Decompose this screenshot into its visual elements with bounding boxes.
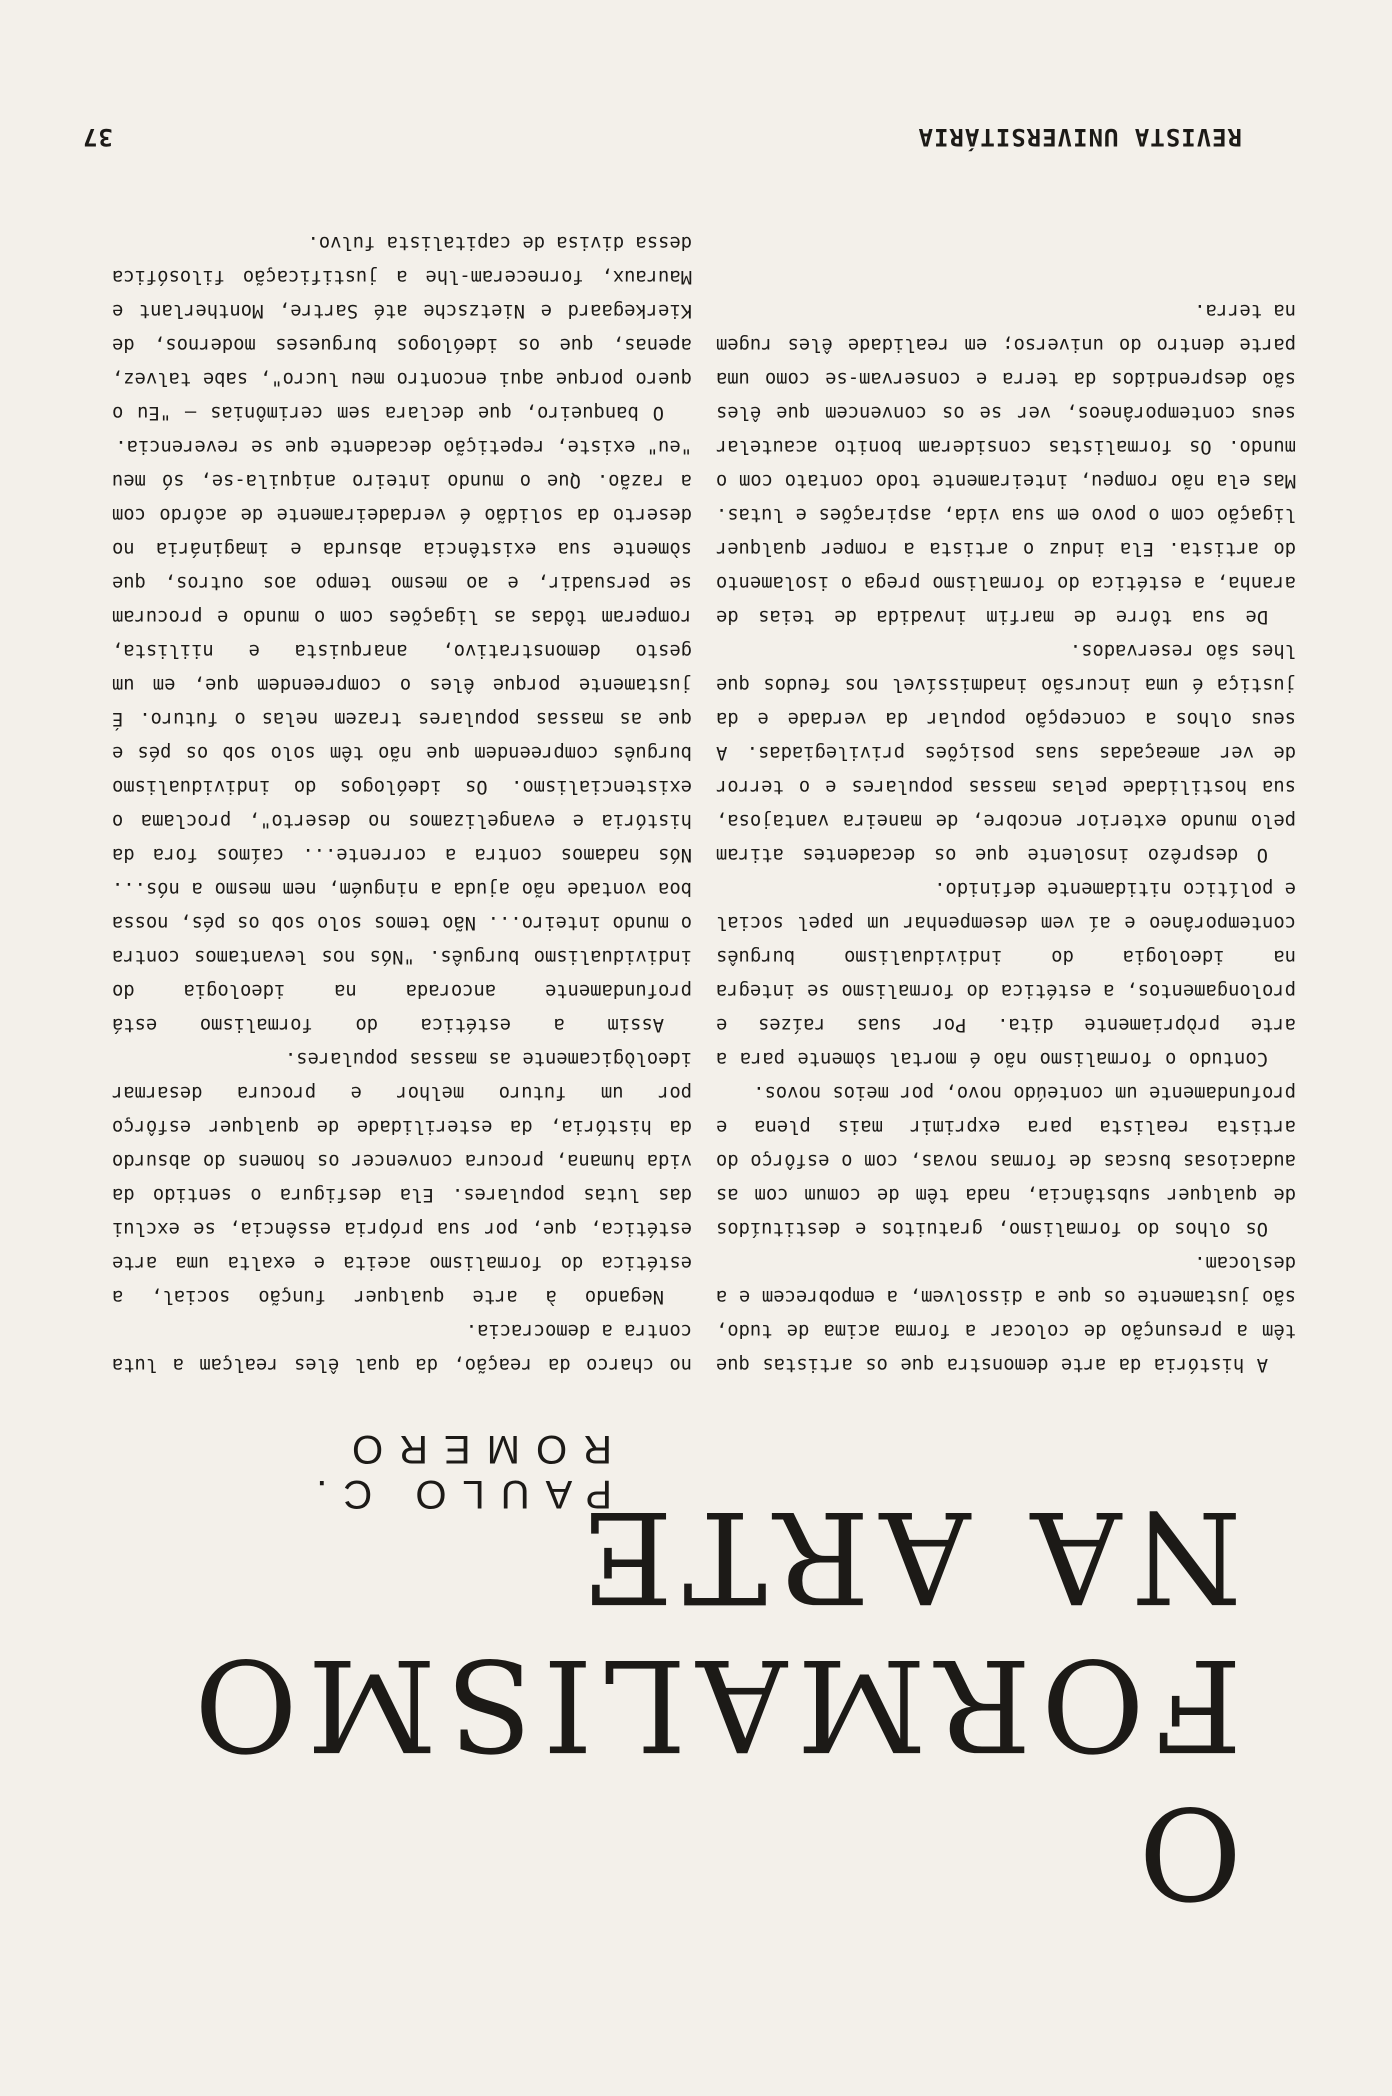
- page-header: [82, 111, 1242, 151]
- right-column: [112, 221, 692, 1381]
- paragraph: no charco da reação, da qual êles realçam a luta contra a democracia.: [112, 1320, 692, 1375]
- paragraph: A história da arte demonstra que os artistas que têm a presunção de colocar a forma acima de tudo, são justamente os que a dissolvem, a empobrecem e a deslocam.: [716, 1252, 1296, 1375]
- paragraph: Os olhos do formalismo, gratuitos e destituídos de qualquer substância, nada têm de comum com as audaciosas buscas de formas novas, com o esfôrço do artista realista para exprimir mais plena e profundamente um conteúdo novo, por meios novos.: [716, 1082, 1296, 1239]
- paragraph: O desprêzo insolente que os decadentes atiram pelo mundo exterior encobre, de maneira vantajosa, sua hostilidade pelas massas populares e o terror de ver ameaçadas suas posições privilegiadas. A seus olhos a concepção popular da verdade e da justiça é uma incursão inadmissível nos feudos que lhes são reservados.: [716, 640, 1296, 865]
- page-number: 37: [82, 123, 113, 151]
- paragraph: O banqueiro, que declara sem cerimônias — "Eu o quero porque aqui encontro meu lucro", sabe talvez, apenas, que os ideólogos burgueses modernos, de Kierkegaard e Nietzsche até Sartre, Montherlant e Mauraux, forneceram-lhe a justificação filosófica dessa divisa de capitalista fulvo.: [112, 232, 692, 423]
- running-head: REVISTA UNIVERSITÁRIA: [917, 123, 1242, 151]
- title-line-1: O FORMALISMO: [184, 1631, 1242, 1926]
- paragraph: Contudo o formalismo não é mortal sòmente para a arte pròpriamente dita. Por suas raízes e prolongamentos, a estética do formalismo se integra na ideologia do individualismo burguês contemporâneo e aí vem desempenhar um papel social e político nitidamente definido.: [716, 878, 1296, 1069]
- paragraph: De sua tôrre de marfim invadida de teias de aranha, a estética do formalismo prega o isolamento do artista. Ela induz o artista a romper qualquer ligação com o povo em sua vida, aspirações e lutas. Mas ela não rompeu, inteiramente todo contato com o mundo. Os formalistas consideram bonito acautelar seus contemporâneos, ver se os convencem que êles são desprendidos da terra e conservam-se como uma parte dentro do universo; em realidade êles rugem na terra.: [716, 300, 1296, 627]
- author-name: PAULO C. ROMERO: [300, 1427, 612, 1516]
- title-line-2: NA ARTE: [571, 1483, 1242, 1630]
- paragraph: Assim a estética do formalismo está profundamente ancorada na ideologia do individualismo burguês. "Nós nos levantamos contra o mundo inteiro... Não temos solo sob os pés, nossa boa vontade não ajuda a ninguém, nem mesmo a nós... Nós nadamos contra a corrente... caímos fora da história e evangelizamos no deserto", proclama o existencialismo. Os ideólogos do individualismo burguês compreendem que não têm solo sob os pés e que as massas populares trazem nelas o futuro. É justamente porque êles o compreendem que, em um gesto demonstrativo, anarquista e niilista, romperam tôdas as ligações com o mundo e procuram se persuadir, e ao mesmo tempo aos outros, que sòmente sua existência absurda e imaginária no deserto da solidão é verdadeiramente de acôrdo com a razão. Que o mundo inteiro aniquila-se, só meu "eu" existe, repetição decadente que se reverencia.: [112, 436, 692, 1035]
- article-title: [142, 1482, 1242, 1926]
- paragraph: Negando à arte qualquer função social, a estética do formalismo aceita e exalta uma arte estética, que, por sua própria essência, se exclui das lutas populares. Ela desfigura o sentido da vida humana, procura convencer os homens do absurdo da história, da esterilidade de qualquer esfôrço por um futuro melhor e procura desarmar ideològicamente as massas populares.: [112, 1048, 692, 1307]
- left-column: [716, 221, 1296, 1381]
